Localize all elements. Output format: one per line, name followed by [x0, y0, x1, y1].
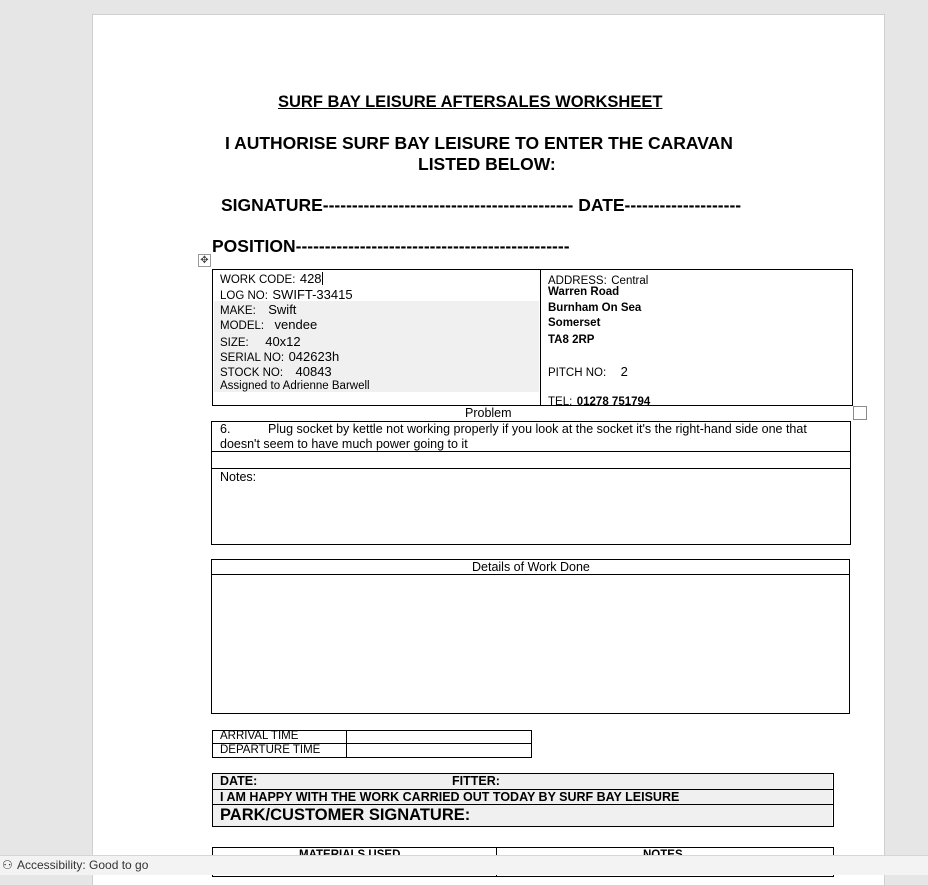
- serial-label: SERIAL NO:: [220, 352, 285, 364]
- log-no-value: SWIFT-33415: [272, 287, 353, 302]
- stock-value: 40843: [295, 364, 332, 379]
- pitch-field[interactable]: [548, 363, 628, 381]
- pitch-value: 2: [620, 364, 628, 379]
- work-done-header-divider: [211, 574, 850, 575]
- accessibility-status[interactable]: Accessibility: Good to go: [17, 858, 149, 872]
- work-code-label: WORK CODE:: [220, 274, 296, 286]
- problem-text-line-2[interactable]: doesn't seem to have much power going to it: [220, 437, 468, 451]
- problem-divider-2: [211, 468, 851, 469]
- signoff-divider-2: [212, 804, 834, 805]
- assigned-to: Assigned to Adrienne Barwell: [220, 380, 370, 392]
- size-value: 40x12: [265, 334, 301, 349]
- stock-field[interactable]: [220, 363, 332, 381]
- make-label: MAKE:: [220, 305, 256, 317]
- authorise-line-2: LISTED BELOW:: [418, 154, 556, 174]
- tel-value: 01278 751794: [576, 396, 651, 408]
- customer-signature-label: PARK/CUSTOMER SIGNATURE:: [220, 806, 471, 824]
- work-done-area[interactable]: [212, 576, 849, 712]
- status-bar: [0, 855, 928, 875]
- text-cursor: [322, 272, 323, 285]
- size-label: SIZE:: [220, 337, 249, 349]
- address-line-1: Central: [611, 275, 649, 287]
- departure-time-label: DEPARTURE TIME: [220, 744, 321, 756]
- address-line-4: Somerset: [548, 317, 601, 329]
- tel-label: TEL:: [548, 396, 573, 408]
- work-done-header: Details of Work Done: [472, 560, 590, 574]
- notes-label: Notes:: [220, 470, 257, 484]
- model-label: MODEL:: [220, 320, 265, 332]
- times-col-divider: [346, 730, 347, 758]
- log-no-label: LOG NO:: [220, 290, 268, 302]
- arrival-time-label: ARRIVAL TIME: [220, 730, 299, 742]
- pitch-label: PITCH NO:: [548, 367, 607, 379]
- address-postcode: TA8 2RP: [548, 334, 595, 346]
- problem-header: Problem: [465, 406, 512, 420]
- address-label: ADDRESS:: [548, 275, 607, 287]
- tel-field[interactable]: [548, 392, 650, 410]
- make-value: Swift: [268, 302, 297, 317]
- table-move-icon[interactable]: ✥: [198, 254, 211, 267]
- model-field[interactable]: [220, 316, 317, 334]
- serial-value: 042623h: [288, 349, 340, 364]
- problem-divider-1: [211, 451, 851, 452]
- signature-date-line: SIGNATURE------------------------------------------- DATE--------------------: [221, 195, 742, 215]
- stock-label: STOCK NO:: [220, 367, 284, 379]
- fitter-label: FITTER:: [452, 774, 500, 788]
- accessibility-icon[interactable]: ⚇: [2, 858, 13, 872]
- toolbar-strip: [0, 0, 928, 14]
- table-resize-handle[interactable]: [853, 406, 867, 420]
- address-line-3: Burnham On Sea: [548, 302, 642, 314]
- model-value: vendee: [274, 317, 318, 332]
- notes-area[interactable]: [212, 485, 850, 543]
- happy-statement: I AM HAPPY WITH THE WORK CARRIED OUT TODAY BY SURF BAY LEISURE: [220, 790, 680, 804]
- position-line: POSITION-----------------------------------------------: [212, 236, 570, 256]
- details-divider: [540, 269, 541, 406]
- departure-time-input[interactable]: [348, 745, 530, 756]
- problem-text-line-1[interactable]: Plug socket by kettle not working properly if you look at the socket it's the right-hand side one that: [268, 422, 807, 436]
- address-line-2: Warren Road: [548, 286, 620, 298]
- date-label: DATE:: [220, 774, 258, 788]
- arrival-time-input[interactable]: [348, 731, 530, 742]
- work-code-value: 428: [299, 271, 322, 286]
- worksheet-title: SURF BAY LEISURE AFTERSALES WORKSHEET: [278, 93, 663, 111]
- problem-number: 6.: [220, 422, 231, 436]
- authorise-line-1: I AUTHORISE SURF BAY LEISURE TO ENTER THE CARAVAN: [225, 133, 733, 153]
